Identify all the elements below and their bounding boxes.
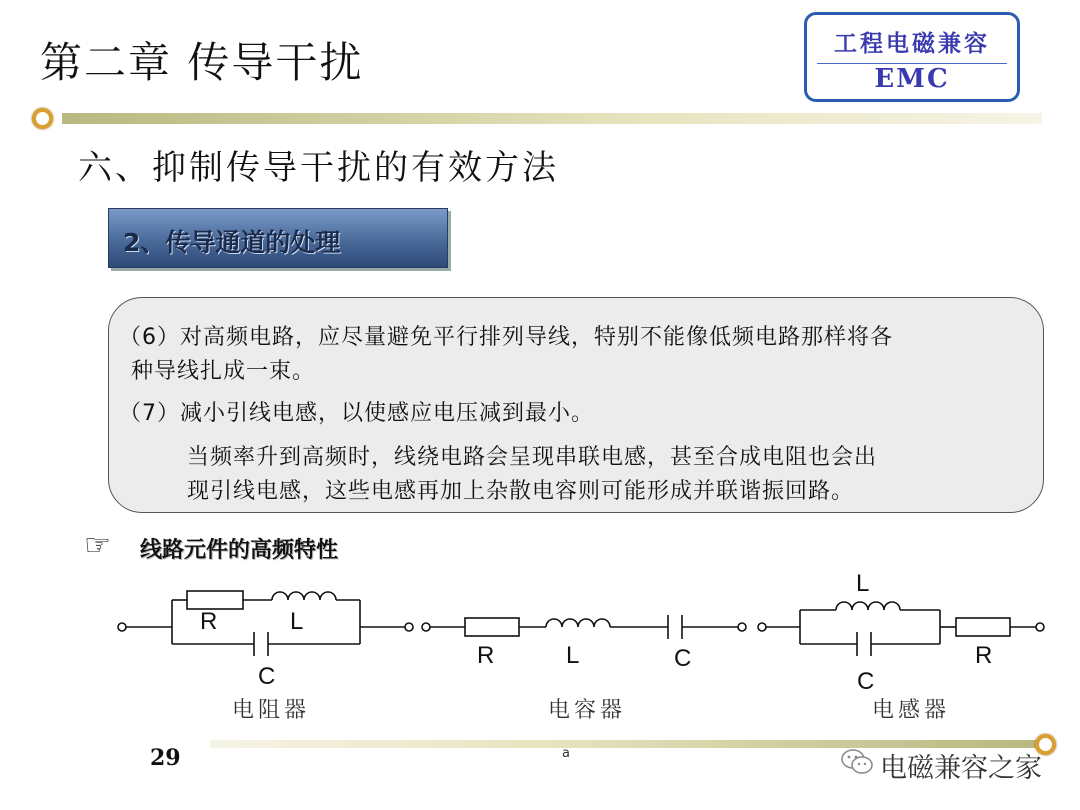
wechat-icon xyxy=(840,748,874,776)
inductor-l-label: L xyxy=(856,570,870,597)
header-divider-bar xyxy=(62,113,1042,124)
para7: （7）减小引线电感，以使感应电压减到最小。 xyxy=(119,401,594,426)
page-number: 29 xyxy=(150,745,181,771)
footer-mark: a xyxy=(562,746,570,761)
para7-detail-line1: 当频率升到高频时，线绕电路会呈现串联电感，甚至合成电阻也会出 xyxy=(187,445,878,470)
para6-line1: （6）对高频电路，应尽量避免平行排列导线，特别不能像低频电路那样将各 xyxy=(119,325,893,350)
capacitor-caption: 电容器 xyxy=(548,698,627,723)
logo-text-emc: EMC xyxy=(874,64,950,94)
chapter-title: 第二章 传导干扰 xyxy=(40,38,364,87)
resistor-caption: 电阻器 xyxy=(232,698,311,723)
inductor-model-circuit xyxy=(758,602,1044,656)
resistor-c-label: C xyxy=(258,663,276,690)
emc-logo xyxy=(804,12,1020,102)
resistor-l-label: L xyxy=(290,608,304,635)
capacitor-c-label: C xyxy=(674,645,692,672)
capacitor-l-label: L xyxy=(566,642,580,669)
logo-text-cn: 工程电磁兼容 xyxy=(834,30,990,57)
para7-detail-line2: 现引线电感，这些电感再加上杂散电容则可能形成并联谐振回路。 xyxy=(187,479,855,504)
pointing-hand-icon: ☞ xyxy=(84,528,111,563)
resistor-model-circuit xyxy=(118,591,413,656)
watermark-text: 电磁兼容之家 xyxy=(880,753,1042,784)
subsection-banner xyxy=(108,208,448,268)
content-box xyxy=(108,297,1044,513)
inductor-c-label: C xyxy=(857,668,875,695)
subsection-label: 2、传导通道的处理 xyxy=(123,228,341,257)
inductor-caption: 电感器 xyxy=(872,698,951,723)
capacitor-r-label: R xyxy=(477,642,495,669)
circuits-heading: 线路元件的高频特性 xyxy=(140,538,339,563)
capacitor-model-circuit xyxy=(422,615,746,639)
inductor-r-label: R xyxy=(975,642,993,669)
bullet-dot-icon xyxy=(32,108,53,129)
resistor-r-label: R xyxy=(200,608,218,635)
para6-line2: 种导线扎成一束。 xyxy=(131,359,316,384)
section-title: 六、抑制传导干扰的有效方法 xyxy=(78,148,559,188)
